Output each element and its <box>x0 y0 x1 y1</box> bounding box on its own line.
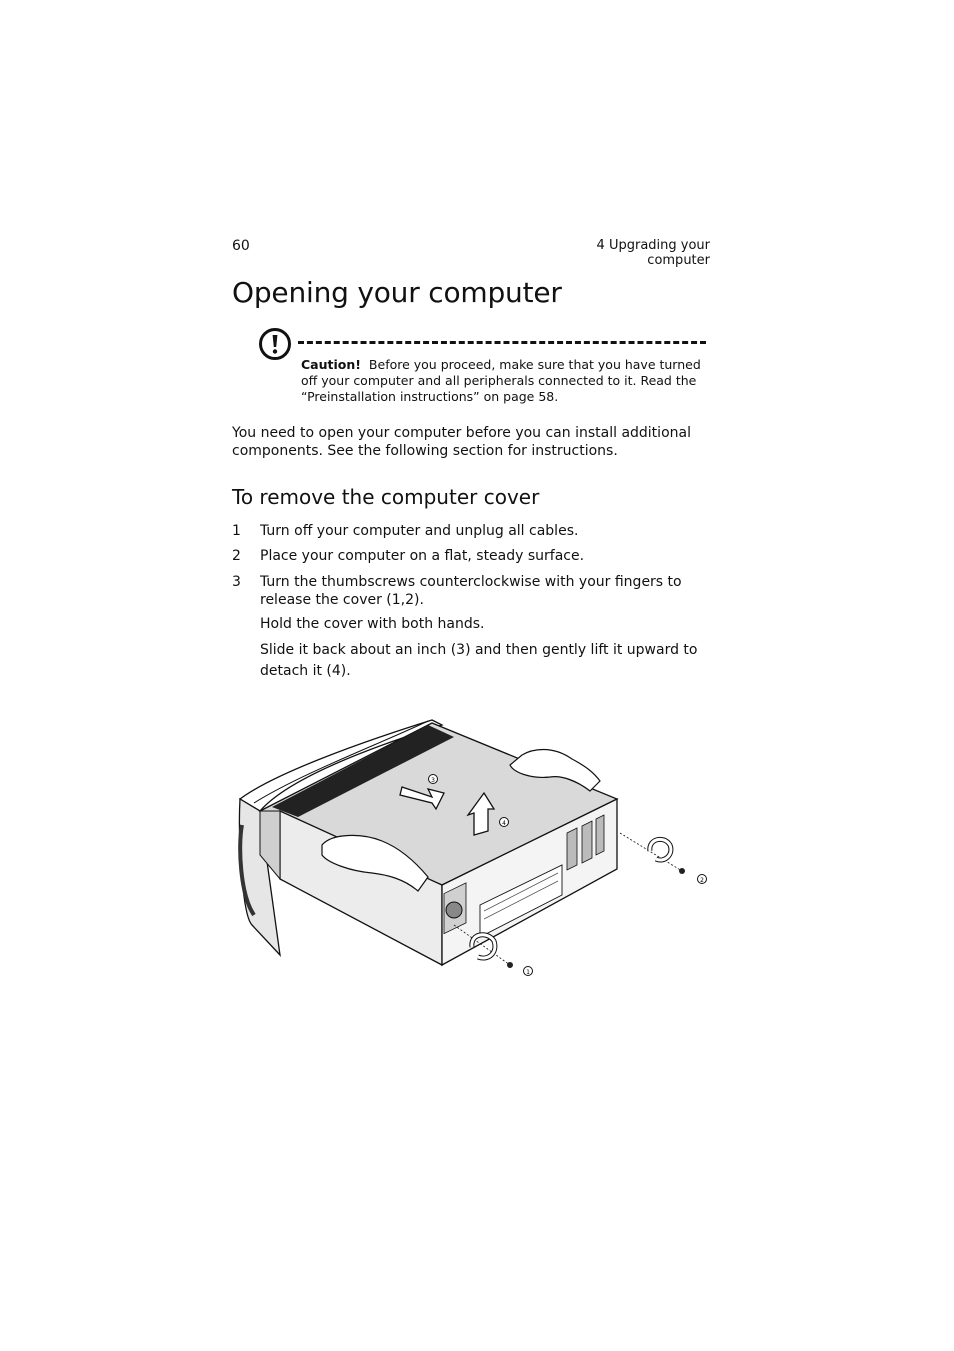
computer-cover-removal-illustration <box>232 715 712 985</box>
caution-note <box>301 357 701 405</box>
callout-2: 2 <box>700 877 704 884</box>
step-text: Place your computer on a flat, steady surface. <box>260 548 585 564</box>
chapter-title: 4 Upgrading your computer <box>596 238 710 268</box>
substep-text: Slide it back about an inch (3) and then gently lift it upward to detach it (4). <box>260 642 698 679</box>
exclamation-circle-icon <box>258 327 292 361</box>
step-number: 2 <box>232 548 241 564</box>
intro-paragraph: You need to open your computer before you can install additional components. See the following section for instructions. <box>232 425 691 459</box>
caution-label: Caution! <box>301 357 361 372</box>
section-heading: To remove the computer cover <box>232 485 540 509</box>
callout-1: 1 <box>526 969 530 976</box>
substep-text: Hold the cover with both hands. <box>260 616 485 632</box>
page-number: 60 <box>232 238 250 254</box>
step-number: 1 <box>232 523 241 539</box>
callout-3: 3 <box>431 777 435 784</box>
step-text: Turn the thumbscrews counterclockwise with your fingers to release the cover (1,2). <box>260 574 682 608</box>
step-number: 3 <box>232 574 241 590</box>
callout-4: 4 <box>502 820 506 827</box>
page-title: Opening your computer <box>232 276 562 309</box>
caution-body: Before you proceed, make sure that you have turned off your computer and all peripherals connected to it. Read the “Preinstallation instructions” on page 58. <box>301 357 701 404</box>
step-text: Turn off your computer and unplug all cables. <box>260 523 579 539</box>
caution-divider <box>298 341 706 344</box>
